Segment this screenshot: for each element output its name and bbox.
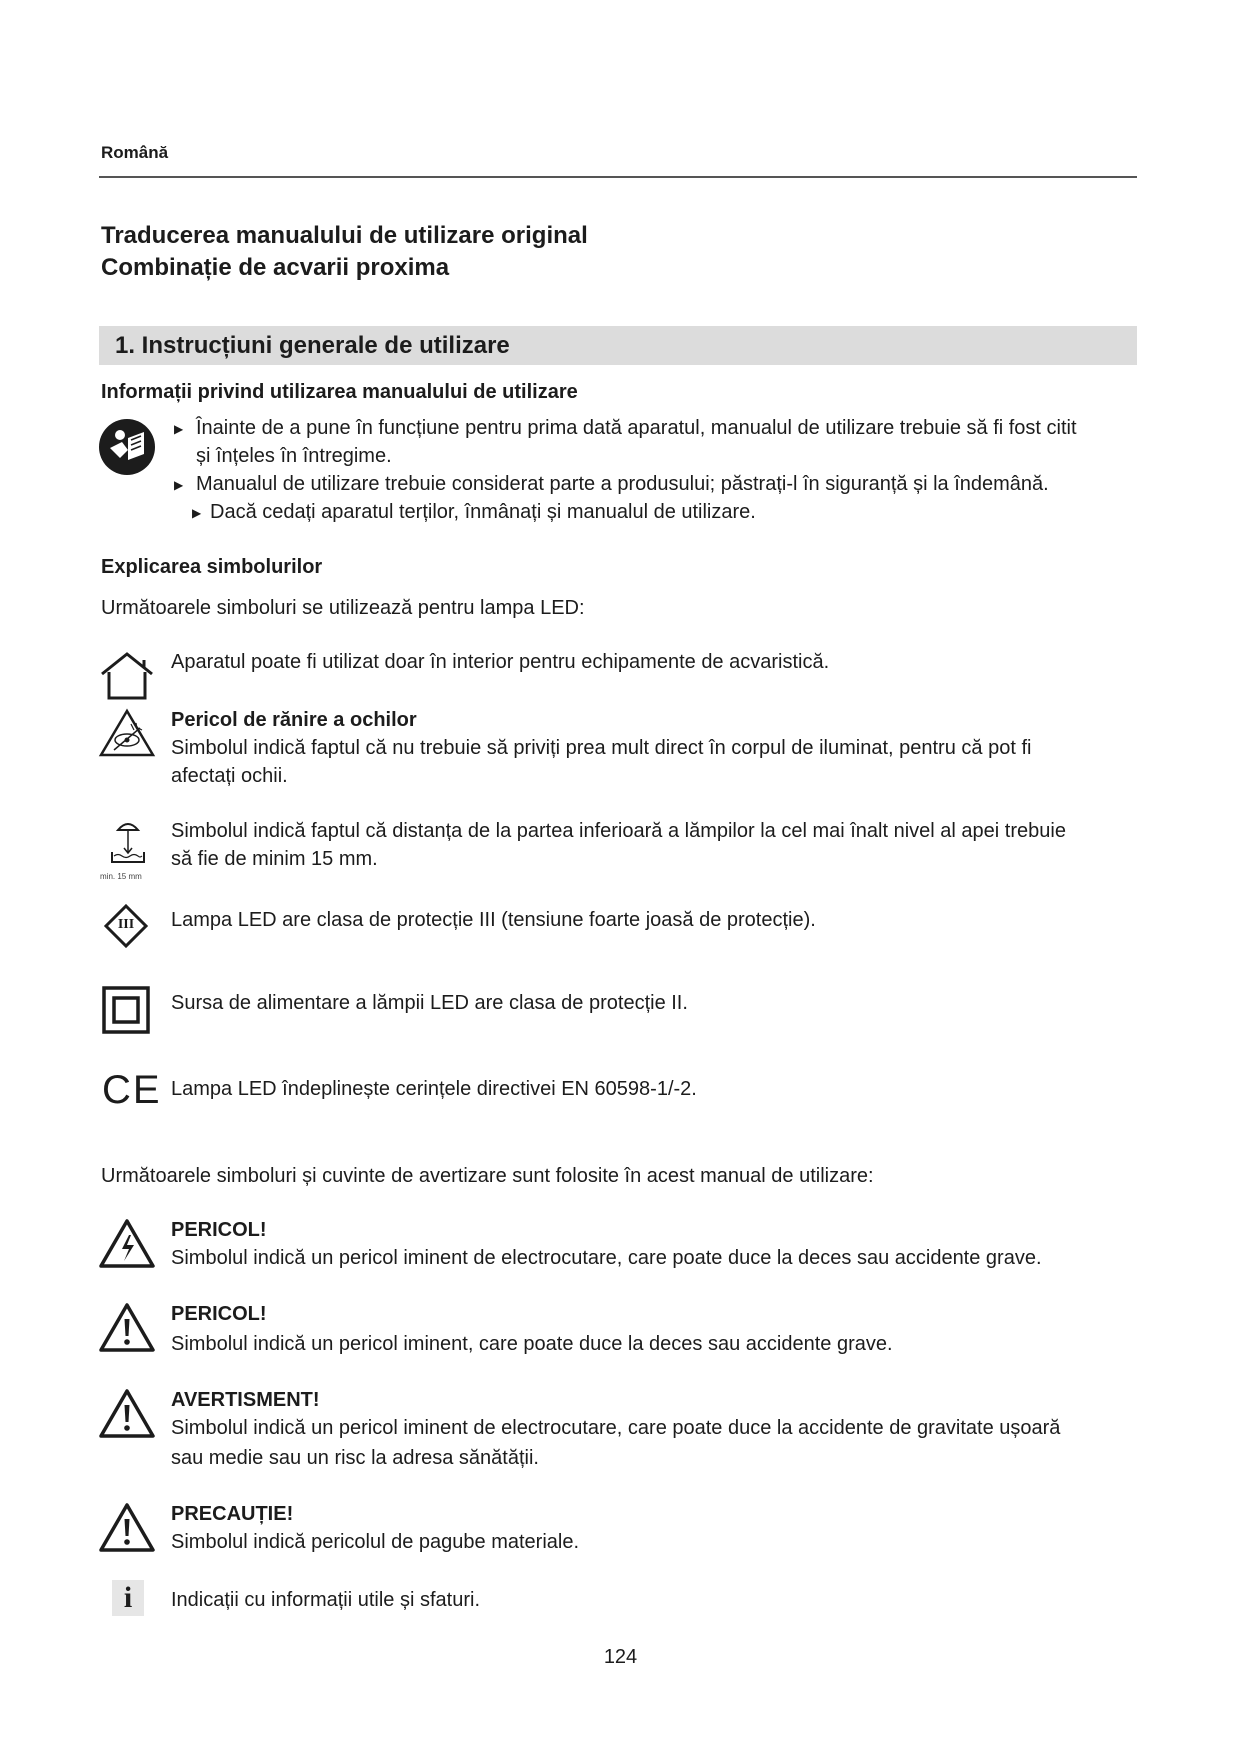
warning-1-title: PERICOL! <box>171 1219 267 1241</box>
warning-3-text: Simbolul indică un pericol iminent de electrocutare, care poate duce la accidente de gravitate ușoară <box>171 1417 1061 1439</box>
warning-4-text: Simbolul indică pericolul de pagube materiale. <box>171 1531 580 1553</box>
indoor-house-icon <box>98 650 156 702</box>
indoor-text: Aparatul poate fi utilizat doar în interior pentru echipamente de acvaristică. <box>171 651 830 673</box>
ce-mark-icon: CE <box>102 1068 162 1112</box>
info-heading: Informații privind utilizarea manualului de utilizare <box>101 381 578 403</box>
warnings-intro: Următoarele simboluri și cuvinte de avertizare sunt folosite în acest manual de utilizare: <box>101 1165 874 1187</box>
bullet-text-3: Dacă cedați aparatul terților, înmânați și manualul de utilizare. <box>210 501 756 523</box>
eye-hazard-text: Simbolul indică faptul că nu trebuie să priviți prea mult direct în corpul de iluminat, pentru că pot fi <box>171 737 1032 759</box>
distance-text: Simbolul indică faptul că distanța de la partea inferioară a lămpilor la cel mai înalt nivel al apei trebuie <box>171 820 1066 842</box>
warning-triangle-icon <box>98 1388 156 1440</box>
bullet-text-1-cont: și înțeles în întregime. <box>196 445 392 467</box>
symbols-heading: Explicarea simbolurilor <box>101 556 323 578</box>
info-text: Indicații cu informații utile și sfaturi. <box>171 1589 481 1611</box>
class-3-symbol: III <box>117 917 135 932</box>
title-line-2: Combinație de acvarii proxima <box>101 254 450 281</box>
bullet-marker: ▶ <box>174 478 184 492</box>
bullet-text-2: Manualul de utilizare trebuie considerat parte a produsului; păstrați-l în siguranță și la îndemână. <box>196 473 1049 495</box>
bullet-marker: ▶ <box>174 422 184 436</box>
read-manual-icon <box>98 418 156 476</box>
warning-3-text-cont: sau medie sau un risc la adresa sănătății. <box>171 1447 539 1469</box>
electric-hazard-icon <box>98 1218 156 1270</box>
danger-warning-icon <box>98 1302 156 1354</box>
protection-class-3-icon <box>104 904 148 948</box>
eye-hazard-title: Pericol de rănire a ochilor <box>171 709 417 731</box>
symbols-intro: Următoarele simboluri se utilizează pentru lampa LED: <box>101 597 585 619</box>
eye-hazard-icon <box>98 708 156 758</box>
class-3-text: Lampa LED are clasa de protecție III (tensiune foarte joasă de protecție). <box>171 909 816 931</box>
header-rule <box>99 176 1137 178</box>
page-number: 124 <box>603 1646 638 1668</box>
ce-text: Lampa LED îndeplinește cerințele directivei EN 60598-1/-2. <box>171 1078 697 1100</box>
water-distance-label: min. 15 mm <box>100 872 142 881</box>
eye-hazard-text-cont: afectați ochii. <box>171 765 288 787</box>
caution-triangle-icon <box>98 1502 156 1554</box>
info-icon: i <box>112 1580 144 1616</box>
warning-4-title: PRECAUȚIE! <box>171 1503 294 1525</box>
distance-text-cont: să fie de minim 15 mm. <box>171 848 378 870</box>
bullet-text-1: Înainte de a pune în funcțiune pentru prima dată aparatul, manualul de utilizare trebuie să fi fost citit <box>196 417 1077 439</box>
warning-3-title: AVERTISMENT! <box>171 1389 320 1411</box>
title-line-1: Traducerea manualului de utilizare original <box>101 222 588 249</box>
protection-class-2-icon <box>102 986 150 1034</box>
document-title <box>101 220 588 284</box>
section-heading: 1. Instrucțiuni generale de utilizare <box>115 332 510 359</box>
warning-2-title: PERICOL! <box>171 1303 267 1325</box>
bullet-marker: ▶ <box>192 506 202 520</box>
warning-2-text: Simbolul indică un pericol iminent, care poate duce la deces sau accidente grave. <box>171 1333 893 1355</box>
warning-1-text: Simbolul indică un pericol iminent de electrocutare, care poate duce la deces sau accidente grave. <box>171 1247 1042 1269</box>
language-label: Română <box>101 143 169 162</box>
class-2-text: Sursa de alimentare a lămpii LED are clasa de protecție II. <box>171 992 688 1014</box>
water-distance-icon <box>104 818 152 874</box>
